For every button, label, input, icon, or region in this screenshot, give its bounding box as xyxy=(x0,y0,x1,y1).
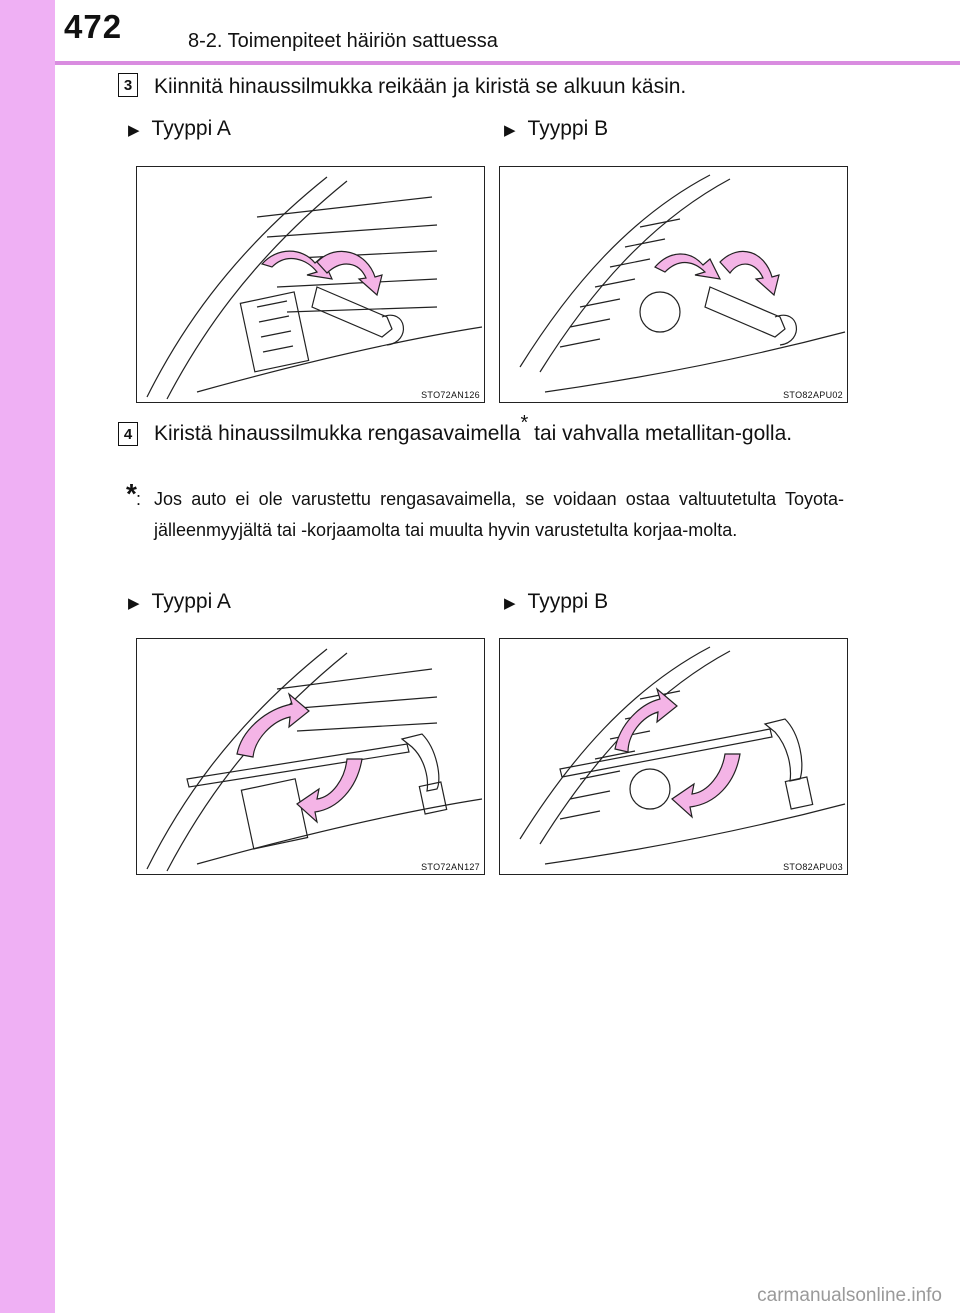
image-code: STO82APU03 xyxy=(783,862,843,872)
illustration-type-b-step-4 xyxy=(499,638,848,875)
footnote-text: Jos auto ei ole varustettu rengasavaimella, se voidaan ostaa valtuutetulta Toyota-jälleenmyyjältä tai -korjaamolta tai muulta hyvin varustetulta korjaa-molta. xyxy=(154,489,844,540)
footnote-star: * xyxy=(520,412,529,434)
image-code: STO72AN126 xyxy=(421,390,480,400)
image-code: STO72AN127 xyxy=(421,862,480,872)
footnote-marker: * xyxy=(126,478,137,509)
illustration-type-a-step-3 xyxy=(136,166,485,403)
type-a-label-step-3: ▶ Tyyppi A xyxy=(128,117,231,140)
image-code: STO82APU02 xyxy=(783,390,843,400)
step-4-text: Kiristä hinaussilmukka rengasavaimella* tai vahvalla metallitan-golla. xyxy=(154,412,793,445)
type-b-label-step-4: ▶ Tyyppi B xyxy=(504,590,609,613)
type-a-label-step-4: ▶ Tyyppi A xyxy=(128,590,231,613)
page-number: 472 xyxy=(64,8,123,45)
triangle-bullet-icon: ▶ xyxy=(504,595,516,612)
header-divider xyxy=(55,61,960,65)
footnote-colon: : xyxy=(136,489,142,509)
section-title: 8-2. Toimenpiteet häiriön sattuessa xyxy=(188,30,498,52)
type-b-label-step-3: ▶ Tyyppi B xyxy=(504,117,609,140)
watermark: carmanualsonline.info xyxy=(757,1285,942,1306)
triangle-bullet-icon: ▶ xyxy=(128,595,140,612)
illustration-type-b-step-3 xyxy=(499,166,848,403)
chapter-sidebar xyxy=(0,0,55,1313)
step-number-3: 3 xyxy=(118,73,138,97)
triangle-bullet-icon: ▶ xyxy=(504,122,516,139)
triangle-bullet-icon: ▶ xyxy=(128,122,140,139)
step-number-4: 4 xyxy=(118,422,138,446)
step-3-text: Kiinnitä hinaussilmukka reikään ja kiristä se alkuun käsin. xyxy=(154,75,687,98)
illustration-type-a-step-4 xyxy=(136,638,485,875)
